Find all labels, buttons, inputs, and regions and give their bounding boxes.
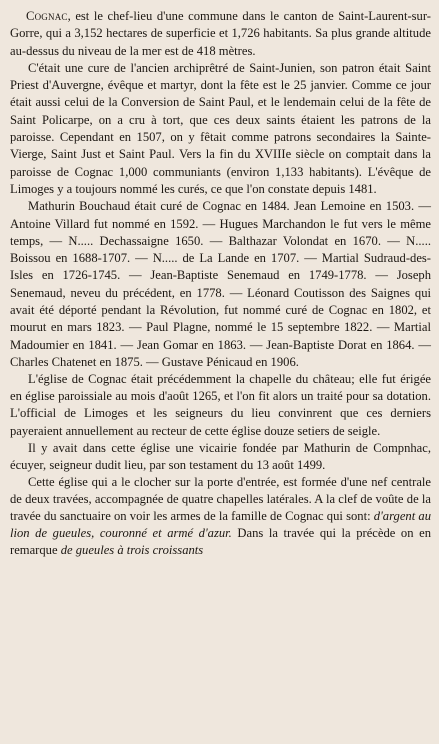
paragraph-cures: Mathurin Bouchaud était curé de Cognac en 1484. Jean Lemoine en 1503. — Antoine Villard fut nommé en 1592. — Hugues Marchandon le fut vers le même temps, — N..... Dechassaigne 1650. — Balthazar Volondat en 1670. — N..... Boissou en 1688-1707. — N..... de La Lande en 1707. — Martial Sudraud-des-Isles en 1726-1745. — Jean-Baptiste Senemaud en 1749-1778. — Joseph Senemaud, neveu du précédent, en 1778. — Léonard Coutisson des Saignes qui avait été déporté pendant la Révolution, fut nommé curé de Cognac en 1802, et mourut en mars 1823. — Paul Plagne, nommé le 15 septembre 1822. — Martial Madoumier en 1841. — Jean Gomar en 1863. — Jean-Baptiste Dorat en 1864. — Charles Chatenet en 1875. — Gustave Pénicaud en 1906. — [10, 199, 431, 369]
heraldry-text-2: de gueules à trois croissants — [60, 543, 204, 558]
paragraph-intro — [10, 8, 431, 60]
paragraph-chapel: L'église de Cognac était précédemment la chapelle du château; elle fut érigée en église paroissiale au mois d'août 1265, et l'on fit alors un traité pour sa dotation. L'official de Limoges et les seigneurs du lieu convinrent que ces derniers payeraient annuellement au recteur de cette église douze setiers de seigle. — [10, 372, 431, 438]
paragraph-intro-text: , est le chef-lieu d'une commune dans le canton de Saint-Laurent-sur-Gorre, qui a 3,152 hectares de superficie et 1,726 habitants. Sa plus grande altitude au-dessus du niveau de la mer est de 418 mètres. — [10, 9, 431, 58]
place-name: Cognac — [26, 9, 68, 23]
heraldry-text: d'argent au lion de gueules, couronné et armé d'azur. — [10, 508, 431, 541]
paragraph-church — [10, 474, 431, 559]
paragraph-church-text: Cette église qui a le clocher sur la porte d'entrée, est formée d'une nef centrale de deux travées, accompagnée de quatre chapelles latérales. A la clef de voûte de la travée du sanctuaire on voir les armes de la famille de Cognac qui sont: — [10, 474, 431, 523]
paragraph-church-text-2: Dans la travée qui la précède on en remarque — [10, 526, 431, 558]
paragraph-vicairie: Il y avait dans cette église une vicairie fondée par Mathurin de Compnhac, écuyer, seigneur dudit lieu, par son testament du 13 août 1499. — [10, 440, 431, 472]
paragraph-patron: C'était une cure de l'ancien archiprêtré de Saint-Junien, son patron était Saint Priest d'Auvergne, évêque et martyr, dont la fête est le 25 janvier. Comme ce jour était aussi celui de la Conversion de Saint Paul, et le lendemain celui de la fête de Saint Policarpe, on a cru à tort, que ces deux saints étaient les patrons de la paroisse. Cependant en 1507, on y fêtait comme patrons secondaires la Sainte-Vierge, Saint Just et Saint Paul. Vers la fin du XVIIIe siècle on comptait dans la paroisse de Cognac 1,000 communiants (environ 1,133 habitants). L'évêque de Limoges y a toujours nommé les curés, ce que l'on constate depuis 1481. — [10, 60, 431, 196]
